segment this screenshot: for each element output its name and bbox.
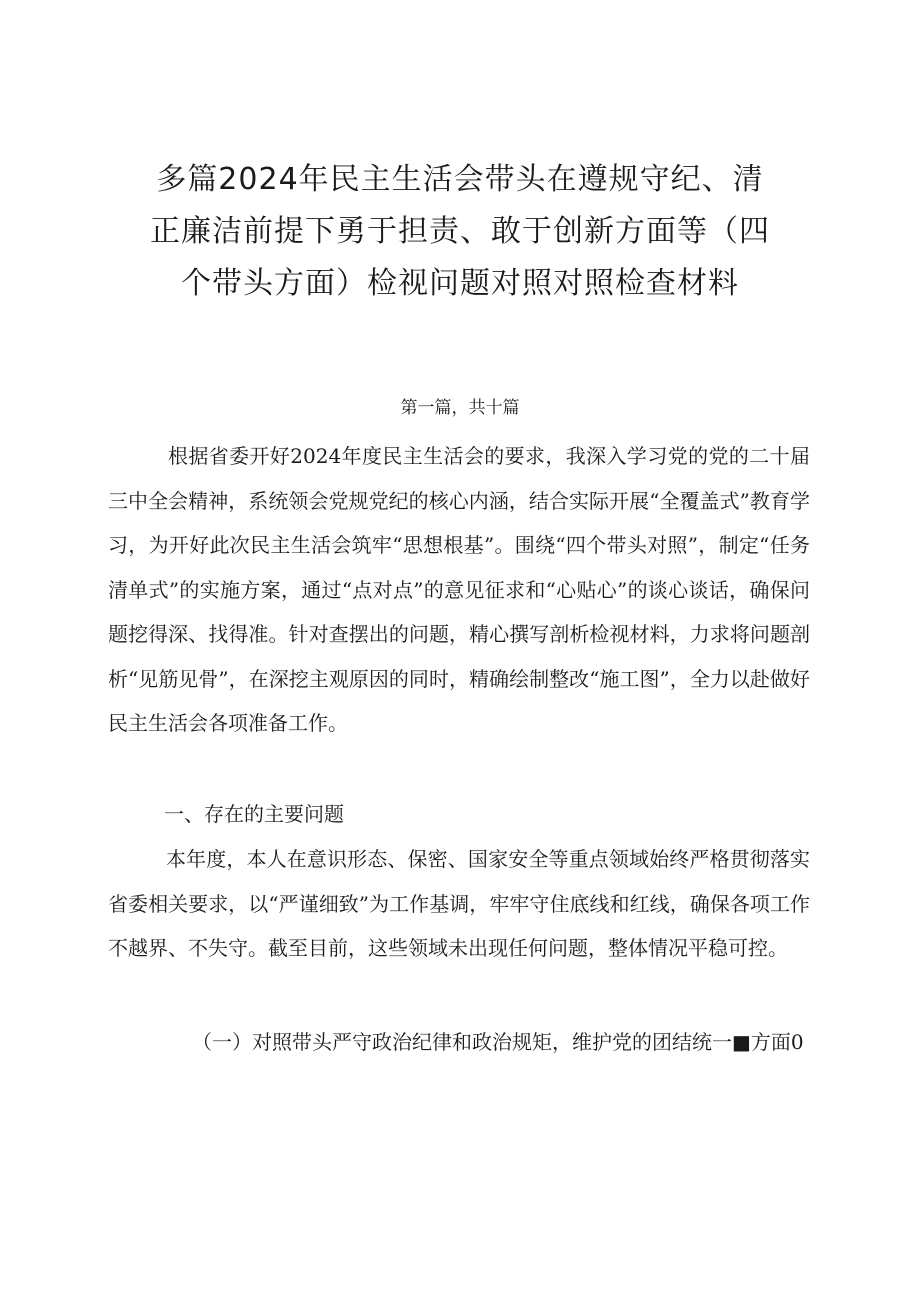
intro-paragraph: 根据省委开好2024年度民主生活会的要求，我深入学习党的党的二十届三中全会精神，系统领会党规党纪的核心内涵，结合实际开展“全覆盖式”教育学习，为开好此次民主生活会筑牢“思想根基”。围绕“四个带头对照”，制定“任务清单式”的实施方案，通过“点对点”的意见征求和“心贴心”的谈心谈话，确保问题挖得深、找得准。针对查摆出的问题，精心撰写剖析检视材料，力求将问题剖析“见筋见骨”，在深挖主观原因的同时，精确绘制整改“施工图”，全力以赴做好民主生活会各项准备工作。 xyxy=(108,444,810,735)
section-heading: 一、存在的主要问题 xyxy=(164,802,344,826)
document-title xyxy=(130,154,790,310)
title-line-1: 多篇2024年民主生活会带头在遵规守纪、清 xyxy=(156,162,764,197)
document-subtitle: 第一篇，共十篇 xyxy=(400,398,520,418)
title-line-2: 正廉洁前提下勇于担责、敢于创新方面等（四 xyxy=(150,214,770,249)
body-paragraph: 本年度，本人在意识形态、保密、国家安全等重点领域始终严格贯彻落实省委相关要求，以“严谨细致”为工作基调，牢牢守住底线和红线，确保各项工作不越界、不失守。截至目前，这些领域未出现任何问题，整体情况平稳可控。 xyxy=(108,847,810,960)
title-line-3: 个带头方面）检视问题对照对照检查材料 xyxy=(181,266,739,301)
subsection-paragraph: （一）对照带头严守政治纪律和政治规矩，维护党的团结统一■方面0 xyxy=(192,1030,804,1054)
